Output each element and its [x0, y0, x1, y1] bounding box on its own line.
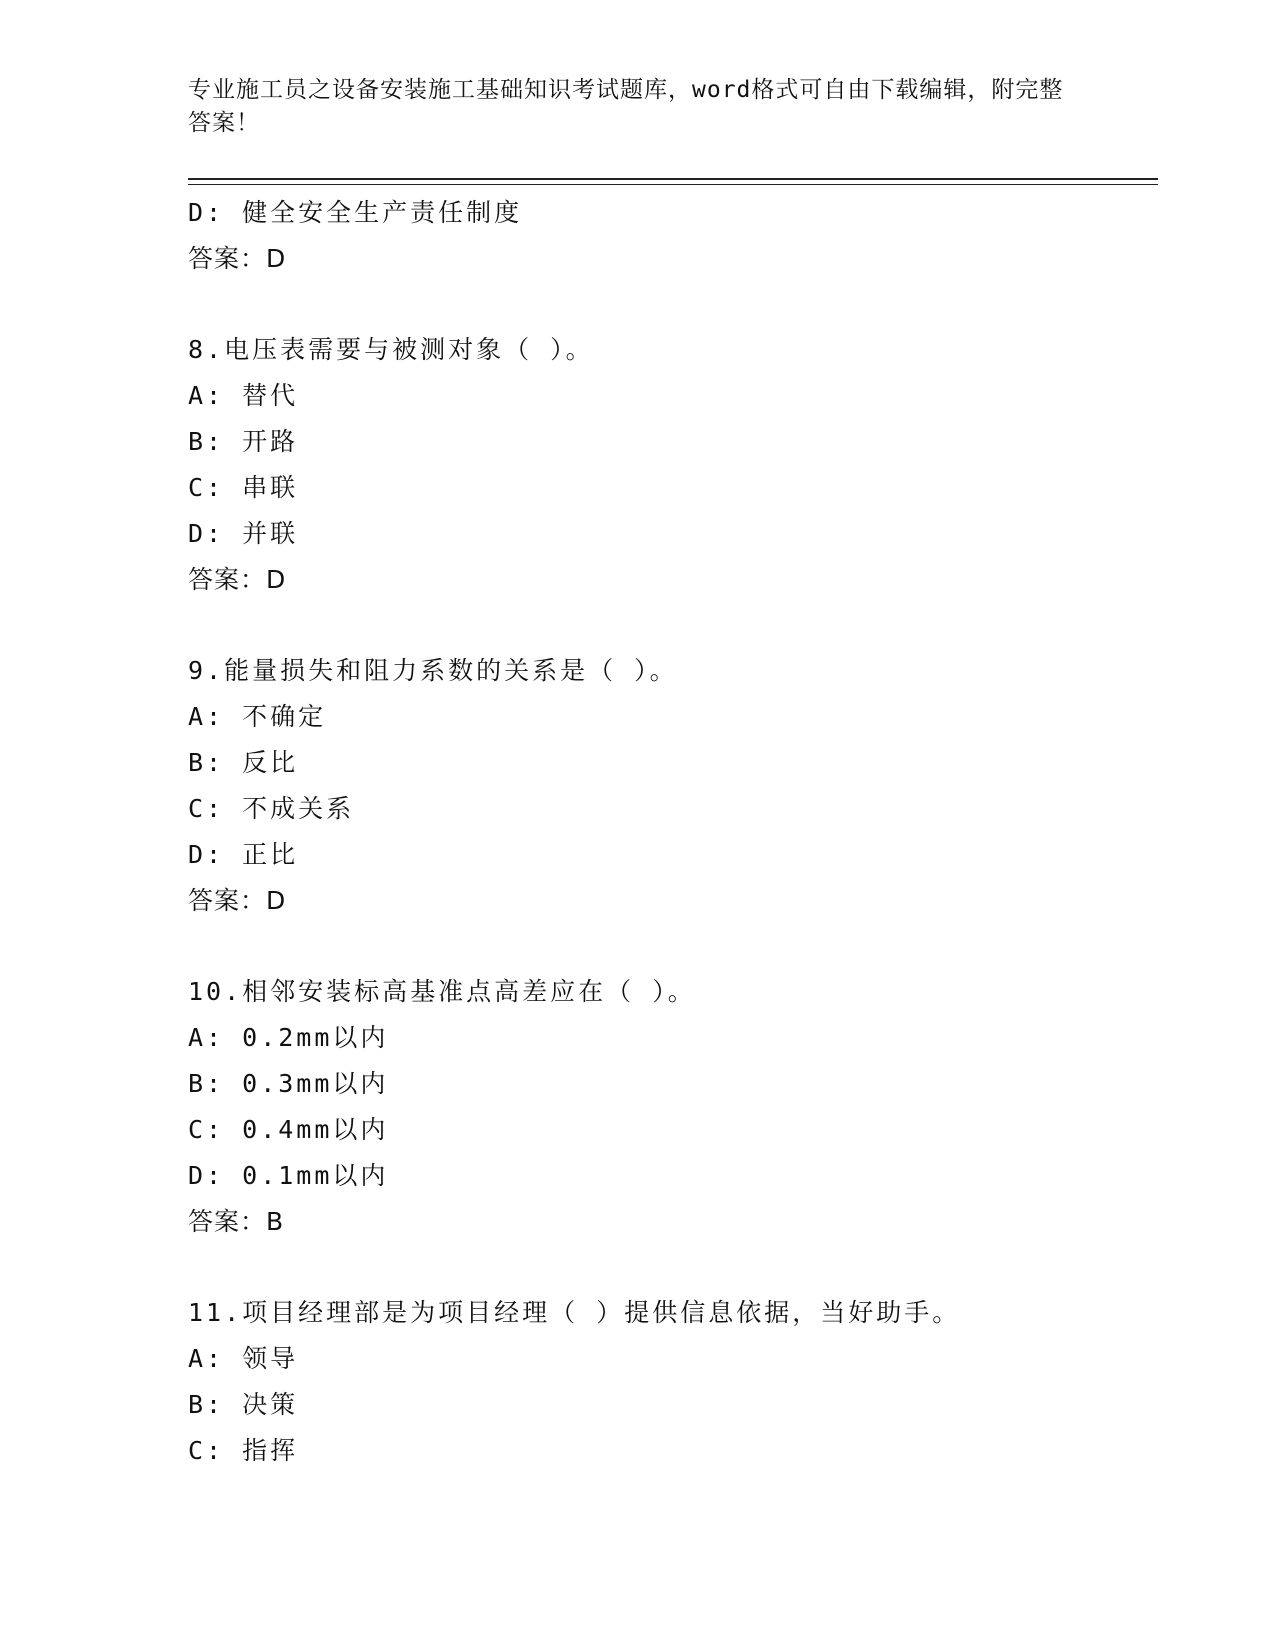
question-8-option-a: A: 替代 — [188, 381, 299, 410]
question-9-option-b: B: 反比 — [188, 748, 299, 777]
question-10-answer: 答案：B — [188, 1207, 285, 1236]
question-9-option-d: D: 正比 — [188, 840, 299, 869]
spacer — [188, 1245, 1158, 1290]
question-11-option-b: B: 决策 — [188, 1390, 299, 1419]
question-8-answer: 答案：D — [188, 565, 287, 594]
question-11-stem: 11.项目经理部是为项目经理（ ）提供信息依据，当好助手。 — [188, 1298, 961, 1327]
spacer — [188, 924, 1158, 969]
question-9-stem: 9.能量损失和阻力系数的关系是（ ）。 — [188, 656, 678, 685]
question-10-option-b: B: 0.3mm以内 — [188, 1069, 389, 1098]
spacer — [188, 282, 1158, 327]
question-8-option-b: B: 开路 — [188, 427, 299, 456]
question-10-option-d: D: 0.1mm以内 — [188, 1161, 389, 1190]
header-divider-thin — [188, 184, 1158, 185]
question-list — [188, 190, 1158, 1474]
question-9-answer: 答案：D — [188, 886, 287, 915]
spacer — [188, 603, 1158, 648]
document-header — [188, 74, 1068, 140]
question-11-option-a: A: 领导 — [188, 1344, 299, 1373]
question-8-stem: 8.电压表需要与被测对象（ ）。 — [188, 335, 594, 364]
question-9-option-a: A: 不确定 — [188, 702, 327, 731]
header-text: 专业施工员之设备安装施工基础知识考试题库，word格式可自由下载编辑，附完整答案！ — [188, 77, 1064, 136]
question-10-option-c: C: 0.4mm以内 — [188, 1115, 389, 1144]
question-8-option-c: C: 串联 — [188, 473, 299, 502]
question-11-option-c: C: 指挥 — [188, 1436, 299, 1465]
header-divider-thick — [188, 178, 1158, 180]
question-8-option-d: D: 并联 — [188, 519, 299, 548]
prev-option-d: D: 健全安全生产责任制度 — [188, 198, 523, 227]
question-10-option-a: A: 0.2mm以内 — [188, 1023, 389, 1052]
question-10-stem: 10.相邻安装标高基准点高差应在（ ）。 — [188, 977, 696, 1006]
prev-answer: 答案：D — [188, 244, 287, 273]
question-9-option-c: C: 不成关系 — [188, 794, 355, 823]
